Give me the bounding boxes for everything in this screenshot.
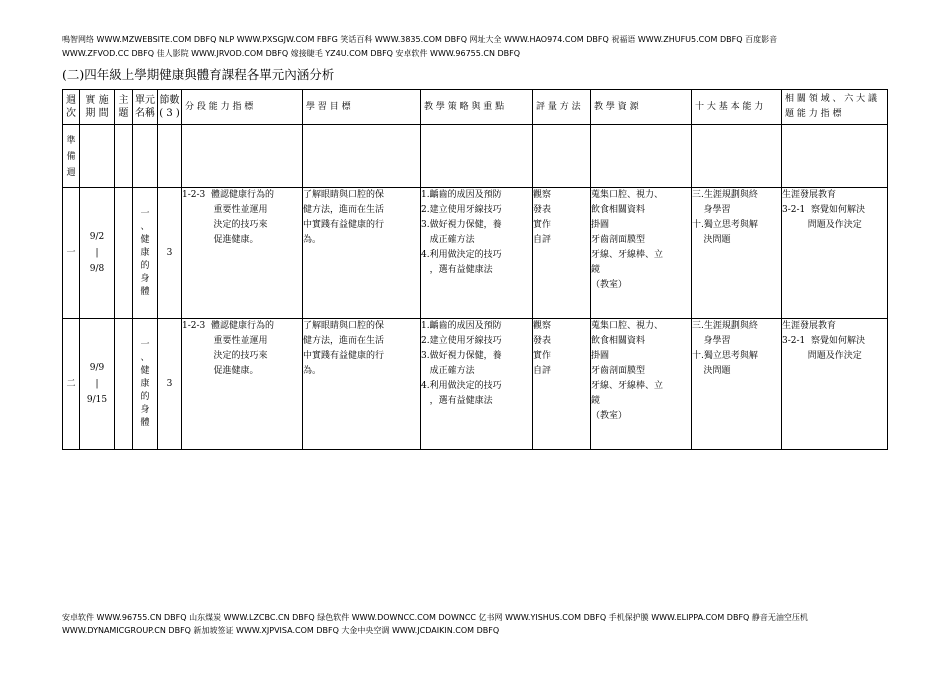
- header-ad-line-1: 鳴智网络 WWW.MZWEBSITE.COM DBFQ NLP WWW.PXSGJW.COM FBFG 笑话百科 WWW.3835.COM DBFQ 网址大全 WWW.HAO974.COM DBFQ 祝福语 WWW.ZHUFU5.COM DBFQ 百度影音: [62, 35, 778, 44]
- learning-goal: 了解眼睛與口腔的保 健方法，進而在生活 中實踐有益健康的行 為。: [303, 319, 421, 450]
- week-number: 一: [63, 188, 80, 319]
- col-strategy-header: 教 學 策 略 與 重 點: [421, 90, 533, 125]
- col-sessions-header: 節數 ( 3 ): [158, 90, 182, 125]
- learning-goal: 了解眼睛與口腔的保 健方法，進而在生活 中實踐有益健康的行 為。: [303, 188, 421, 319]
- period-range: 9/2 | 9/8: [80, 188, 115, 319]
- footer-ad-line-2: WWW.DYNAMICGROUP.CN DBFQ 新加坡签证 WWW.XJPVISA.COM DBFQ 大金中央空调 WWW.JCDAIKIN.COM DBFQ: [62, 626, 500, 635]
- assessment-method: 觀察 發表 實作 自評: [533, 319, 591, 450]
- col-goal-header: 學 習 目 標: [303, 90, 421, 125]
- assessment-method: 觀察 發表 實作 自評: [533, 188, 591, 319]
- theme-cell: [115, 319, 133, 450]
- ability-indicator: 1-2-3 體認健康行為的 重要性並運用 決定的技巧來 促進健康。: [182, 319, 303, 450]
- related-domain: 生涯發展教育 3-2-1 察覺如何解決 問題及作決定: [782, 188, 888, 319]
- basic-abilities: 三.生涯規劃與終 身學習 十.獨立思考與解 決問題: [692, 188, 782, 319]
- teaching-resources: 蒐集口腔、視力、 飲食相關資料 掛圖 牙齒剖面膜型 牙線、牙線棒、立 鏡 （教室）: [591, 319, 692, 450]
- col-abilities-header: 十 大 基 本 能 力: [692, 90, 782, 125]
- week-number: 二: [63, 319, 80, 450]
- sessions-count: 3: [158, 319, 182, 450]
- header-row: [63, 90, 888, 125]
- col-theme-header: 主 題: [115, 90, 133, 125]
- col-resources-header: 教 學 資 源: [591, 90, 692, 125]
- table-row: [63, 188, 888, 319]
- footer-ad-line-1: 安卓软件 WWW.96755.CN DBFQ 山东煤炭 WWW.LZCBC.CN DBFQ 绿色软件 WWW.DOWNCC.COM DOWNCC 亿书网 WWW.YISHUS.COM DBFQ 手机保护膜 WWW.ELIPPA.COM DBFQ 静音无油空压机: [62, 613, 808, 622]
- period-range: 9/9 | 9/15: [80, 319, 115, 450]
- col-indicator-header: 分 段 能 力 指 標: [182, 90, 303, 125]
- header-ad-line-2: WWW.ZFVOD.CC DBFQ 佳人影院 WWW.JRVOD.COM DBFQ 嫁接睫毛 YZ4U.COM DBFQ 安卓软件 WWW.96755.CN DBFQ: [62, 49, 521, 58]
- curriculum-table: [62, 89, 888, 450]
- prep-week-row: [63, 125, 888, 188]
- col-unit-header: 單元 名稱: [133, 90, 158, 125]
- theme-cell: [115, 188, 133, 319]
- teaching-strategy: 1.齲齒的成因及預防 2.建立使用牙線技巧 3.做好視力保健，養 成正確方法 4.利用做決定的技巧 ，選有益健康法: [421, 188, 533, 319]
- unit-name: 一 、 健 康 的 身 體: [133, 319, 158, 450]
- document-title: (二)四年級上學期健康與體育課程各單元內涵分析: [62, 67, 335, 82]
- col-week-header: 週 次: [63, 90, 80, 125]
- col-assessment-header: 評 量 方 法: [533, 90, 591, 125]
- teaching-strategy: 1.齲齒的成因及預防 2.建立使用牙線技巧 3.做好視力保健，養 成正確方法 4.利用做決定的技巧 ，選有益健康法: [421, 319, 533, 450]
- col-period-header: 實 施 期 間: [80, 90, 115, 125]
- teaching-resources: 蒐集口腔、視力、 飲食相關資料 掛圖 牙齒剖面膜型 牙線、牙線棒、立 鏡 （教室）: [591, 188, 692, 319]
- ability-indicator: 1-2-3 體認健康行為的 重要性並運用 決定的技巧來 促進健康。: [182, 188, 303, 319]
- sessions-count: 3: [158, 188, 182, 319]
- unit-name: 一 、 健 康 的 身 體: [133, 188, 158, 319]
- related-domain: 生涯發展教育 3-2-1 察覺如何解決 問題及作決定: [782, 319, 888, 450]
- table-row: [63, 319, 888, 450]
- col-related-header: 相 關 領 域 、 六 大 議 題 能 力 指 標: [782, 90, 888, 125]
- basic-abilities: 三.生涯規劃與終 身學習 十.獨立思考與解 決問題: [692, 319, 782, 450]
- prep-week-label: 準 備 週: [63, 125, 80, 188]
